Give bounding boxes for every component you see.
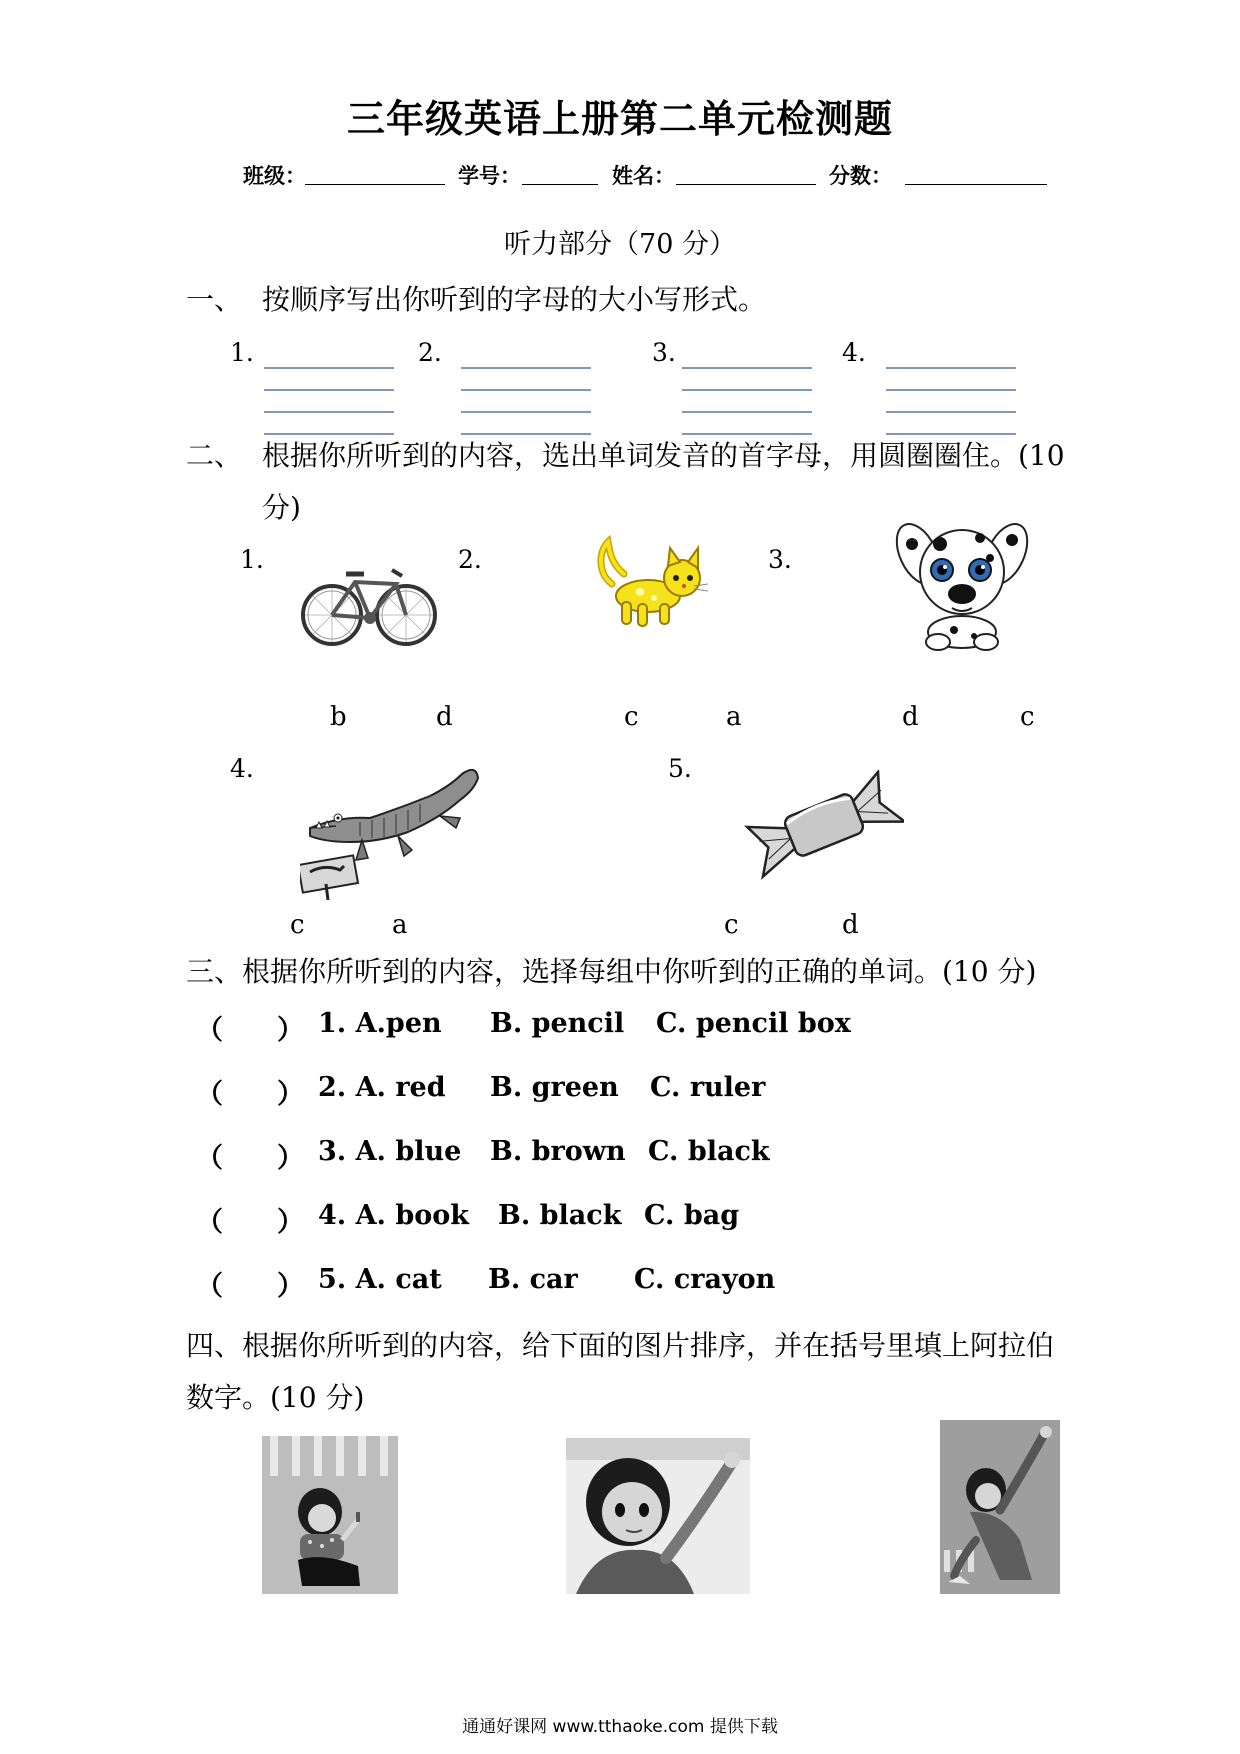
q3-row-4-option-b: B. black (498, 1200, 622, 1231)
q2-item-1-letter-b[interactable]: d (436, 702, 453, 732)
q2-item-2-letter-a[interactable]: c (624, 702, 639, 732)
bicycle-picture (300, 560, 440, 650)
q3-row-2-paren[interactable]: （ ） (196, 1079, 304, 1110)
crocodile-picture (300, 760, 490, 900)
q3-row-1-paren[interactable]: （ ） (196, 1015, 304, 1046)
q3-row-1-option-a: 1. A.pen (318, 1008, 442, 1039)
id-label: 学号： (458, 164, 521, 188)
q3-row-2-option-c: C. ruler (650, 1072, 766, 1103)
q3-row-2-option-a: 2. A. red (318, 1072, 446, 1103)
id-field[interactable] (522, 160, 598, 185)
q3-row-3-option-b: B. brown (490, 1136, 626, 1167)
name-label: 姓名： (612, 164, 675, 188)
q2-item-5-letter-b[interactable]: d (842, 910, 859, 940)
q3-row-5-option-c: C. crayon (634, 1264, 776, 1295)
girl-touching-floor-picture (940, 1420, 1060, 1594)
q1-item-3: 3. (652, 338, 676, 367)
q1-instruction: 按顺序写出你听到的字母的大小写形式。 (262, 283, 767, 316)
q2-instruction-cont: 分) (262, 491, 301, 524)
page-title: 三年级英语上册第二单元检测题 (346, 97, 893, 141)
score-field[interactable] (905, 160, 1047, 185)
dog-picture (892, 514, 1032, 654)
q3-heading: 三、根据你所听到的内容，选择每组中你听到的正确的单词。(10 分) (186, 955, 1037, 988)
girl-pointing-picture (566, 1438, 750, 1594)
q2-instruction: 根据你所听到的内容，选出单词发音的首字母，用圆圈圈住。(10 (262, 439, 1065, 472)
score-label: 分数： (829, 164, 892, 188)
footer-credit: 通通好课网 www.tthaoke.com 提供下载 (462, 1717, 778, 1737)
class-label: 班级： (243, 164, 306, 188)
q3-row-5-option-a: 5. A. cat (318, 1264, 442, 1295)
q2-item-2-num: 2. (458, 545, 482, 574)
candy-picture (744, 770, 904, 880)
q2-item-4-letter-b[interactable]: a (392, 910, 408, 940)
q1-item-4: 4. (842, 338, 866, 367)
q3-row-4-paren[interactable]: （ ） (196, 1207, 304, 1238)
q3-row-5-paren[interactable]: （ ） (196, 1271, 304, 1302)
q2-item-1-num: 1. (240, 545, 264, 574)
q3-row-5-option-b: B. car (488, 1264, 578, 1295)
q2-item-3-letter-b[interactable]: c (1020, 702, 1035, 732)
q2-item-4-letter-a[interactable]: c (290, 910, 305, 940)
q2-number: 二、 (186, 439, 243, 472)
listening-header: 听力部分（70 分） (504, 229, 736, 260)
q4-heading-cont: 数字。(10 分) (186, 1381, 365, 1414)
q3-row-3-option-a: 3. A. blue (318, 1136, 462, 1167)
q2-item-3-num: 3. (768, 545, 792, 574)
q2-item-4-num: 4. (230, 754, 254, 783)
q1-number: 一、 (186, 283, 243, 316)
q4-heading: 四、根据你所听到的内容，给下面的图片排序，并在括号里填上阿拉伯 (186, 1329, 1055, 1362)
q1-item-2: 2. (418, 338, 442, 367)
q3-row-2-option-b: B. green (490, 1072, 619, 1103)
name-field[interactable] (676, 160, 816, 185)
q3-row-3-paren[interactable]: （ ） (196, 1143, 304, 1174)
q2-item-3-letter-a[interactable]: d (902, 702, 919, 732)
q2-item-5-letter-a[interactable]: c (724, 910, 739, 940)
q2-item-1-letter-a[interactable]: b (330, 702, 347, 732)
q3-row-4-option-c: C. bag (644, 1200, 740, 1231)
q3-row-3-option-c: C. black (648, 1136, 770, 1167)
q1-item-1: 1. (230, 338, 254, 367)
q3-row-4-option-a: 4. A. book (318, 1200, 469, 1231)
q2-item-2-letter-b[interactable]: a (726, 702, 742, 732)
q2-item-5-num: 5. (668, 754, 692, 783)
q3-row-1-option-c: C. pencil box (656, 1008, 851, 1039)
cat-picture (590, 534, 710, 634)
q3-row-1-option-b: B. pencil (490, 1008, 625, 1039)
girl-sitting-picture (262, 1436, 398, 1594)
class-field[interactable] (305, 160, 445, 185)
